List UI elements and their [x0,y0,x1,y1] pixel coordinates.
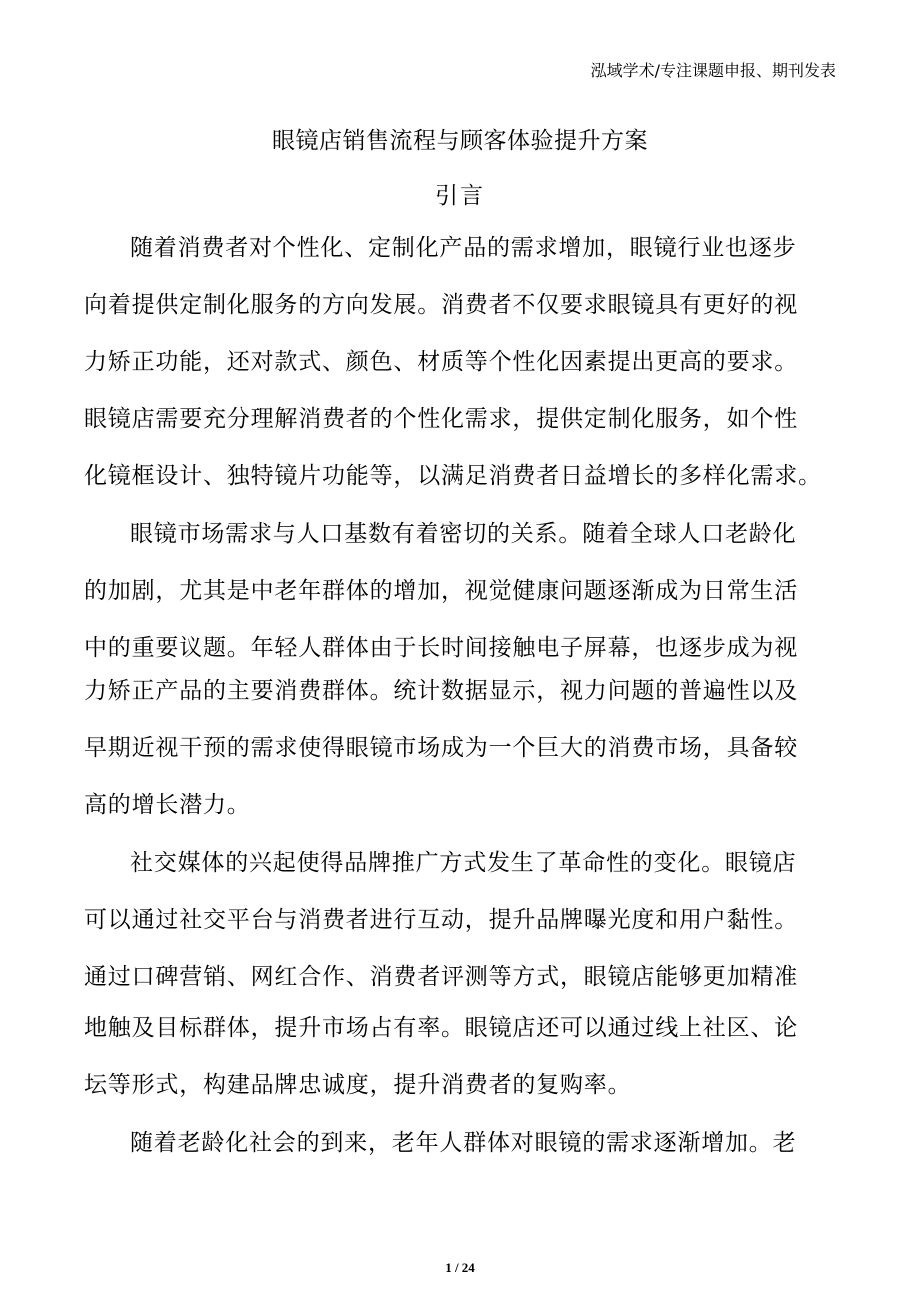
paragraph-line: 社交媒体的兴起使得品牌推广方式发生了革命性的变化。眼镜店 [130,850,797,876]
paragraph-line: 眼镜市场需求与人口基数有着密切的关系。随着全球人口老龄化 [130,521,797,547]
paragraph-line: 随着老龄化社会的到来，老年人群体对眼镜的需求逐渐增加。老 [130,1130,797,1156]
paragraph-line: 早期近视干预的需求使得眼镜市场成为一个巨大的消费市场，具备较 [84,735,798,761]
paragraph-line: 通过口碑营销、网红合作、消费者评测等方式，眼镜店能够更加精准 [84,964,798,990]
paragraph-line: 力矫正功能，还对款式、颜色、材质等个性化因素提出更高的要求。 [84,349,798,375]
section-heading-introduction: 引言 [435,183,485,209]
paragraph-line: 力矫正产品的主要消费群体。统计数据显示，视力问题的普遍性以及 [84,678,798,704]
header-note: 泓域学术/专注课题申报、期刊发表 [590,61,836,80]
paragraph-line: 高的增长潜力。 [84,792,251,818]
paragraph-line: 随着消费者对个性化、定制化产品的需求增加，眼镜行业也逐步 [130,235,797,261]
paragraph-line: 的加剧，尤其是中老年群体的增加，视觉健康问题逐渐成为日常生活 [84,578,798,604]
paragraph-line: 向着提供定制化服务的方向发展。消费者不仅要求眼镜具有更好的视 [84,292,798,318]
paragraph-line: 坛等形式，构建品牌忠诚度，提升消费者的复购率。 [84,1072,632,1098]
paragraph-line: 化镜框设计、独特镜片功能等，以满足消费者日益增长的多样化需求。 [84,463,822,489]
page-indicator: 1 / 24 [445,1260,475,1275]
paragraph-line: 眼镜店需要充分理解消费者的个性化需求，提供定制化服务，如个性 [84,406,798,432]
document-title: 眼镜店销售流程与顾客体验提升方案 [272,128,648,154]
paragraph-line: 地触及目标群体，提升市场占有率。眼镜店还可以通过线上社区、论 [84,1015,798,1041]
paragraph-line: 可以通过社交平台与消费者进行互动，提升品牌曝光度和用户黏性。 [84,907,798,933]
paragraph-line: 中的重要议题。年轻人群体由于长时间接触电子屏幕，也逐步成为视 [84,635,798,661]
